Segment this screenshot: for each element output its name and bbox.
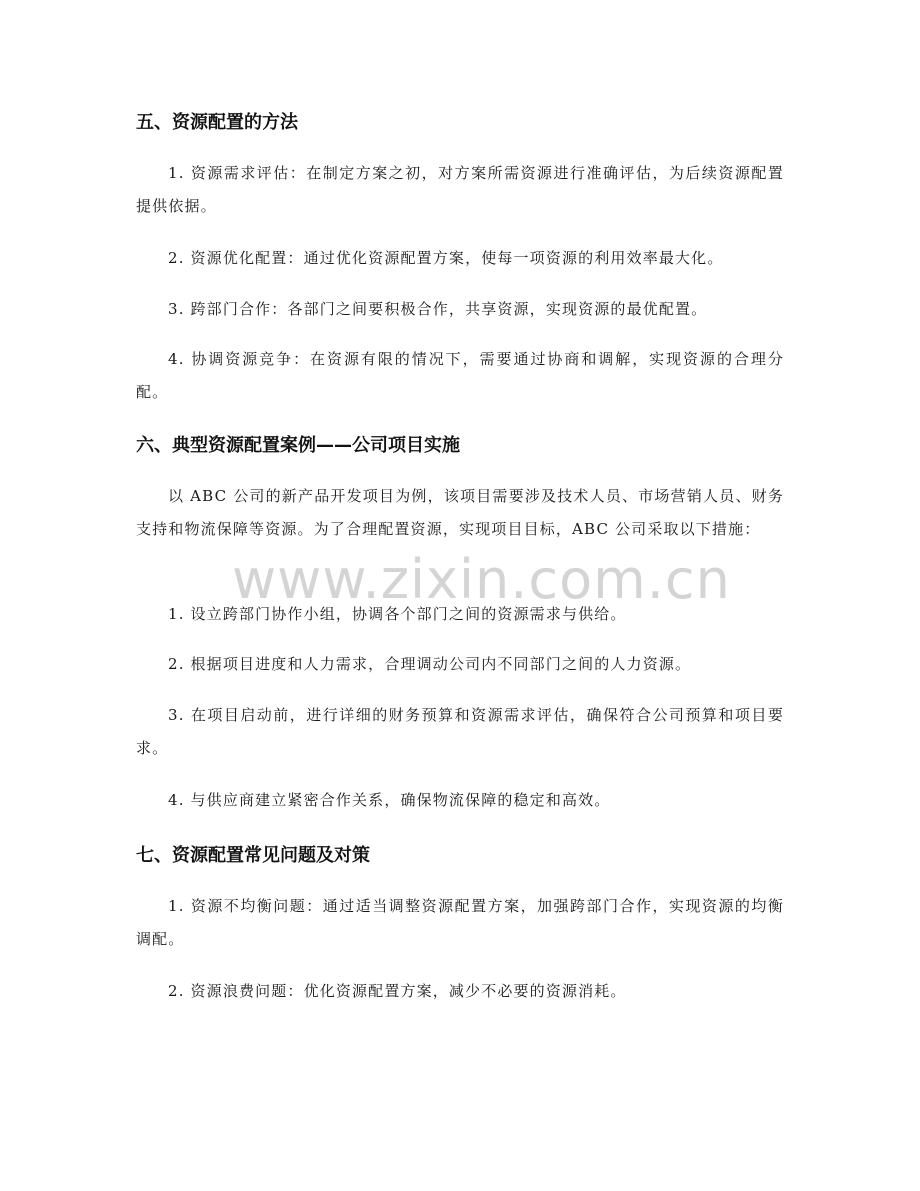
paragraph: 3. 在项目启动前，进行详细的财务预算和资源需求评估，确保符合公司预算和项目要求。 bbox=[136, 706, 784, 757]
paragraph: 3. 跨部门合作：各部门之间要积极合作，共享资源，实现资源的最优配置。 bbox=[168, 300, 708, 318]
paragraph: 1. 资源需求评估：在制定方案之初，对方案所需资源进行准确评估，为后续资源配置提供依据。 bbox=[136, 164, 784, 215]
section-heading-6: 六、典型资源配置案例——公司项目实施 bbox=[136, 435, 460, 456]
paragraph: 2. 资源优化配置：通过优化资源配置方案，使每一项资源的利用效率最大化。 bbox=[168, 249, 724, 267]
paragraph: 以 ABC 公司的新产品开发项目为例，该项目需要涉及技术人员、市场营销人员、财务支持和物流保障等资源。为了合理配置资源，实现项目目标，ABC 公司采取以下措施： bbox=[136, 487, 784, 538]
paragraph: 4. 协调资源竞争：在资源有限的情况下，需要通过协商和调解，实现资源的合理分配。 bbox=[136, 350, 784, 401]
paragraph: 1. 设立跨部门协作小组，协调各个部门之间的资源需求与供给。 bbox=[168, 605, 627, 623]
section-heading-7: 七、资源配置常见问题及对策 bbox=[136, 845, 370, 866]
section-heading-5: 五、资源配置的方法 bbox=[136, 112, 298, 133]
watermark: www.zixin.com.cn bbox=[232, 548, 731, 611]
paragraph: 1. 资源不均衡问题：通过适当调整资源配置方案，加强跨部门合作，实现资源的均衡调配。 bbox=[136, 897, 784, 948]
paragraph: 2. 根据项目进度和人力需求，合理调动公司内不同部门之间的人力资源。 bbox=[168, 655, 692, 673]
paragraph: 4. 与供应商建立紧密合作关系，确保物流保障的稳定和高效。 bbox=[168, 791, 611, 809]
paragraph: 2. 资源浪费问题：优化资源配置方案，减少不必要的资源消耗。 bbox=[168, 982, 627, 1000]
